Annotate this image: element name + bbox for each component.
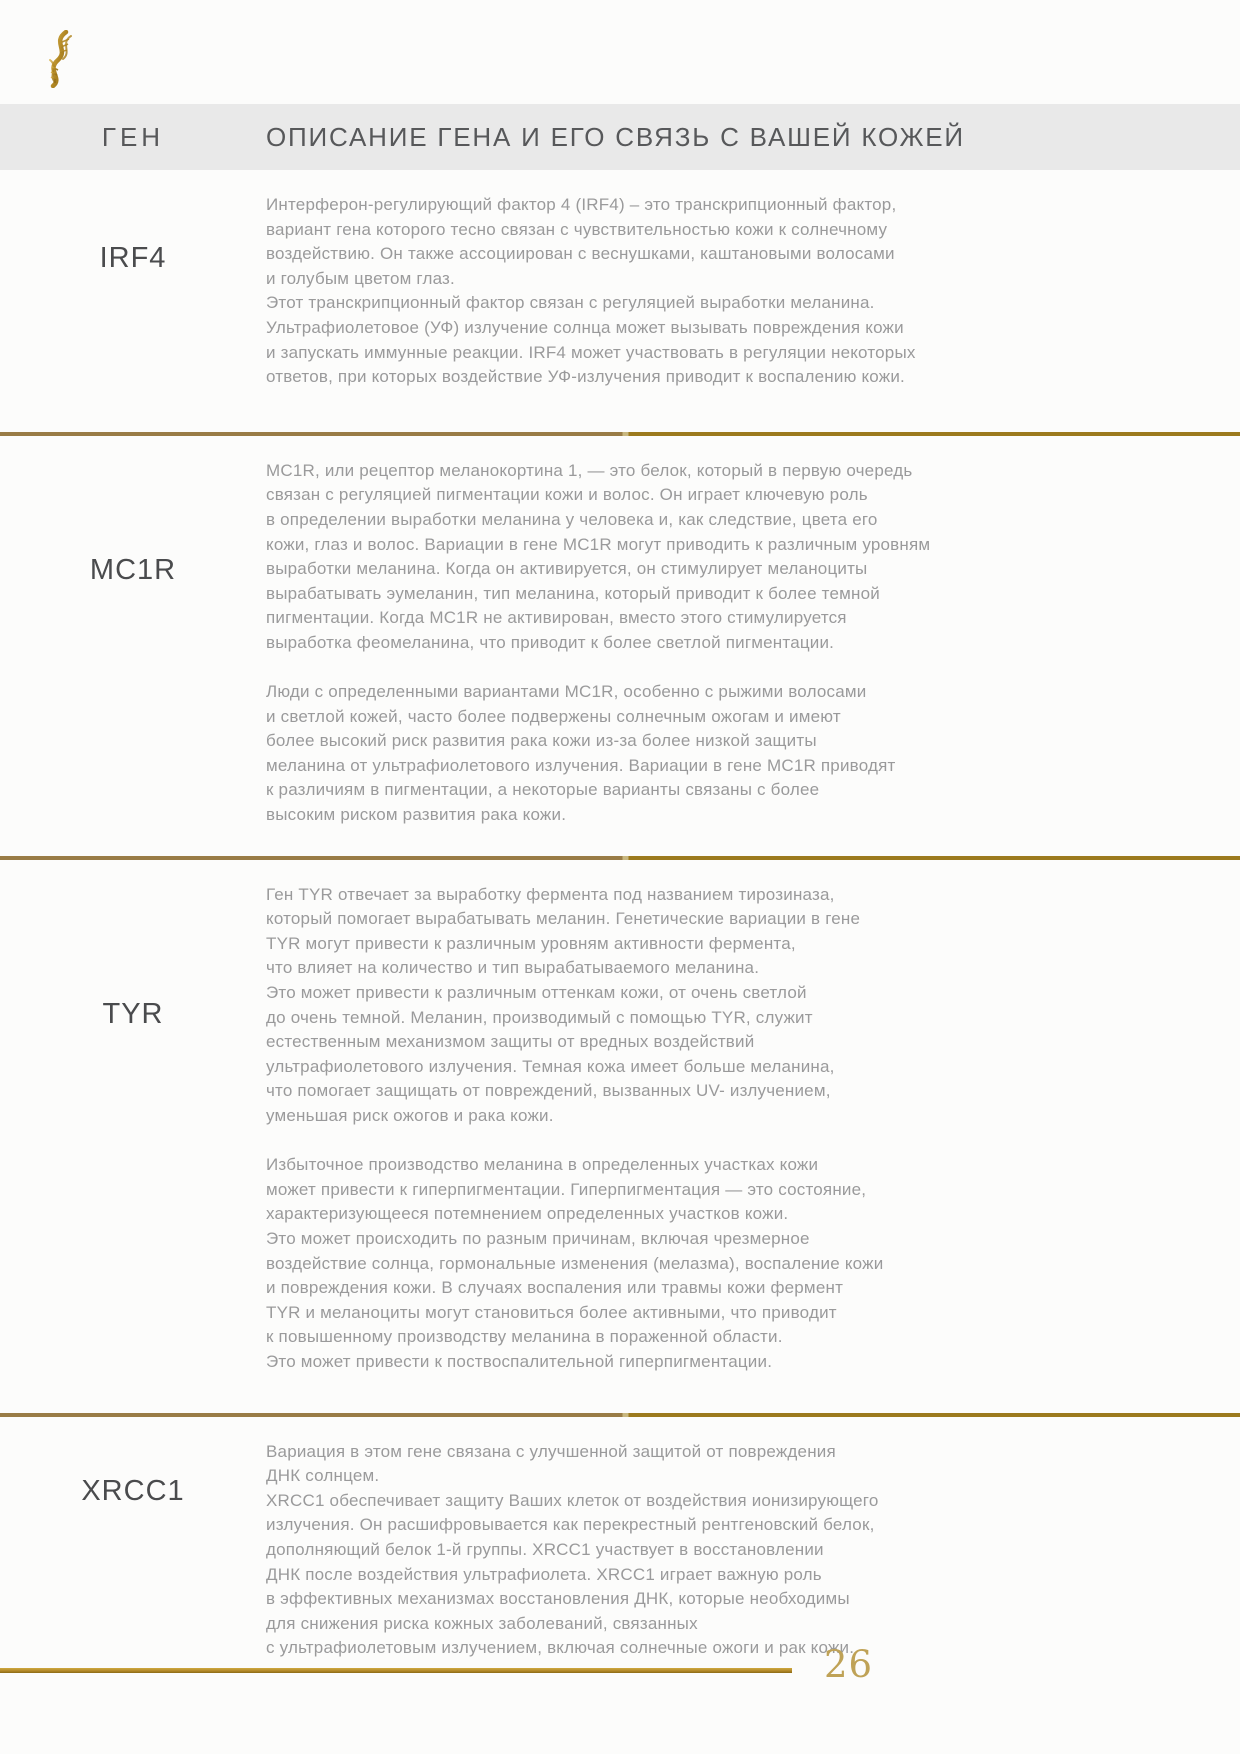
dna-helix-icon	[42, 30, 78, 88]
gene-description-cell	[266, 170, 1240, 432]
description-line: до очень темной. Меланин, производимый с помощью TYR, служит	[266, 1007, 813, 1027]
description-line: Это может происходить по разным причинам, включая чрезмерное	[266, 1228, 810, 1248]
description-paragraph	[266, 680, 1240, 828]
gene-table	[0, 170, 1240, 1691]
description-line: воздействие солнца, гормональные изменения (мелазма), воспаление кожи	[266, 1253, 884, 1273]
footer-rule	[0, 1668, 792, 1673]
description-line: естественным механизмом защиты от вредных воздействий	[266, 1032, 755, 1052]
description-paragraph	[266, 1440, 1240, 1661]
description-line: высоким риском развития рака кожи.	[266, 805, 567, 825]
description-line: Избыточное производство меланина в определенных участках кожи	[266, 1155, 819, 1175]
table-header-row	[0, 104, 1240, 170]
gene-name: TYR	[102, 997, 164, 1030]
description-line: MC1R, или рецептор меланокортина 1, — это белок, который в первую очередь	[266, 460, 913, 480]
description-line: XRCC1 обеспечивает защиту Ваших клеток от воздействия ионизирующего	[266, 1490, 879, 1510]
description-line: TYR и меланоциты могут становиться более активными, что приводит	[266, 1302, 837, 1322]
gene-description-cell	[266, 436, 1240, 856]
description-line: вырабатывать эумеланин, тип меланина, который приводит к более темной	[266, 583, 880, 603]
description-line: для снижения риска кожных заболеваний, связанных	[266, 1613, 698, 1633]
gene-cell	[0, 170, 266, 432]
gene-row	[0, 170, 1240, 432]
description-line: TYR могут привести к различным уровням активности фермента,	[266, 933, 796, 953]
description-paragraph	[266, 1153, 1240, 1374]
description-line: Вариация в этом гене связана с улучшенной защитой от повреждения	[266, 1441, 836, 1461]
description-line: в определении выработки меланина у человека и, как следствие, цвета его	[266, 509, 878, 529]
description-line: Это может привести к поствоспалительной гиперпигментации.	[266, 1351, 773, 1371]
description-line: ультрафиолетового излучения. Темная кожа имеет больше меланина,	[266, 1056, 835, 1076]
description-line: излучения. Он расшифровывается как перекрестный рентгеновский белок,	[266, 1515, 875, 1535]
description-line: пигментации. Когда MC1R не активирован, вместо этого стимулируется	[266, 608, 847, 628]
description-line: более высокий риск развития рака кожи из-за более низкой защиты	[266, 731, 817, 751]
description-paragraph	[266, 459, 1240, 656]
gene-row	[0, 436, 1240, 856]
description-line: и запускать иммунные реакции. IRF4 может участвовать в регуляции некоторых	[266, 342, 916, 362]
description-line: Ультрафиолетовое (УФ) излучение солнца может вызывать повреждения кожи	[266, 317, 904, 337]
description-line: ДНК после воздействия ультрафиолета. XRCC1 играет важную роль	[266, 1564, 822, 1584]
gene-column-header: ГЕН	[101, 121, 165, 152]
gene-name: IRF4	[99, 242, 167, 274]
gene-row	[0, 860, 1240, 1413]
description-line: и голубым цветом глаз.	[266, 268, 455, 288]
description-line: Этот транскрипционный фактор связан с регуляцией выработки меланина.	[266, 293, 875, 313]
description-line: и повреждения кожи. В случаях воспаления или травмы кожи фермент	[266, 1278, 844, 1298]
description-line: который помогает вырабатывать меланин. Генетические вариации в гене	[266, 909, 861, 929]
gene-description-cell	[266, 860, 1240, 1413]
description-line: воздействию. Он также ассоциирован с веснушками, каштановыми волосами	[266, 244, 895, 264]
description-line: меланина от ультрафиолетового излучения. Вариации в гене MC1R приводят	[266, 755, 896, 775]
description-paragraph	[266, 883, 1240, 1129]
gene-cell	[0, 1417, 266, 1691]
description-line: с ультрафиолетовым излучением, включая солнечные ожоги и рак кожи.	[266, 1638, 855, 1658]
gene-name: XRCC1	[81, 1474, 185, 1507]
description-line: Это может привести к различным оттенкам кожи, от очень светлой	[266, 983, 807, 1003]
description-line: уменьшая риск ожогов и рака кожи.	[266, 1106, 554, 1125]
description-line: характеризующееся потемнением определенных участков кожи.	[266, 1204, 789, 1224]
description-line: вариант гена которого тесно связан с чувствительностью кожи к солнечному	[266, 219, 888, 239]
description-line: что помогает защищать от повреждений, вызванных UV- излучением,	[266, 1081, 831, 1101]
gene-name: MC1R	[89, 553, 177, 586]
description-line: связан с регуляцией пигментации кожи и волос. Он играет ключевую роль	[266, 485, 868, 505]
description-line: может привести к гиперпигментации. Гиперпигментация — это состояние,	[266, 1179, 867, 1199]
description-line: Ген TYR отвечает за выработку фермента под названием тирозиназа,	[266, 884, 835, 904]
page-number: 26	[824, 1643, 874, 1686]
gene-cell	[0, 436, 266, 856]
description-column-header: ОПИСАНИЕ ГЕНА И ЕГО СВЯЗЬ С ВАШЕЙ КОЖЕЙ	[266, 121, 965, 152]
gene-description-cell	[266, 1417, 1240, 1691]
description-line: Интерферон-регулирующий фактор 4 (IRF4) – это транскрипционный фактор,	[266, 195, 897, 214]
description-line: что влияет на количество и тип вырабатываемого меланина.	[266, 958, 760, 978]
gene-row	[0, 1417, 1240, 1691]
gene-cell	[0, 860, 266, 1413]
description-line: дополняющий белок 1-й группы. XRCC1 участвует в восстановлении	[266, 1539, 824, 1559]
description-line: кожи, глаз и волос. Вариации в гене MC1R могут приводить к различным уровням	[266, 534, 931, 554]
description-line: к различиям в пигментации, а некоторые варианты связаны с более	[266, 780, 820, 800]
description-line: в эффективных механизмах восстановления ДНК, которые необходимы	[266, 1589, 850, 1609]
description-line: и светлой кожей, часто более подвержены солнечным ожогам и имеют	[266, 706, 841, 726]
description-line: к повышенному производству меланина в пораженной области.	[266, 1327, 783, 1347]
description-line: ответов, при которых воздействие УФ-излучения приводит к воспалению кожи.	[266, 367, 905, 387]
description-line: выработка феомеланина, что приводит к более светлой пигментации.	[266, 632, 835, 652]
description-line: выработки меланина. Когда он активируется, он стимулирует меланоциты	[266, 559, 868, 579]
description-line: ДНК солнцем.	[266, 1466, 380, 1486]
description-line: Люди с определенными вариантами MC1R, особенно с рыжими волосами	[266, 682, 867, 702]
description-paragraph	[266, 193, 1240, 390]
